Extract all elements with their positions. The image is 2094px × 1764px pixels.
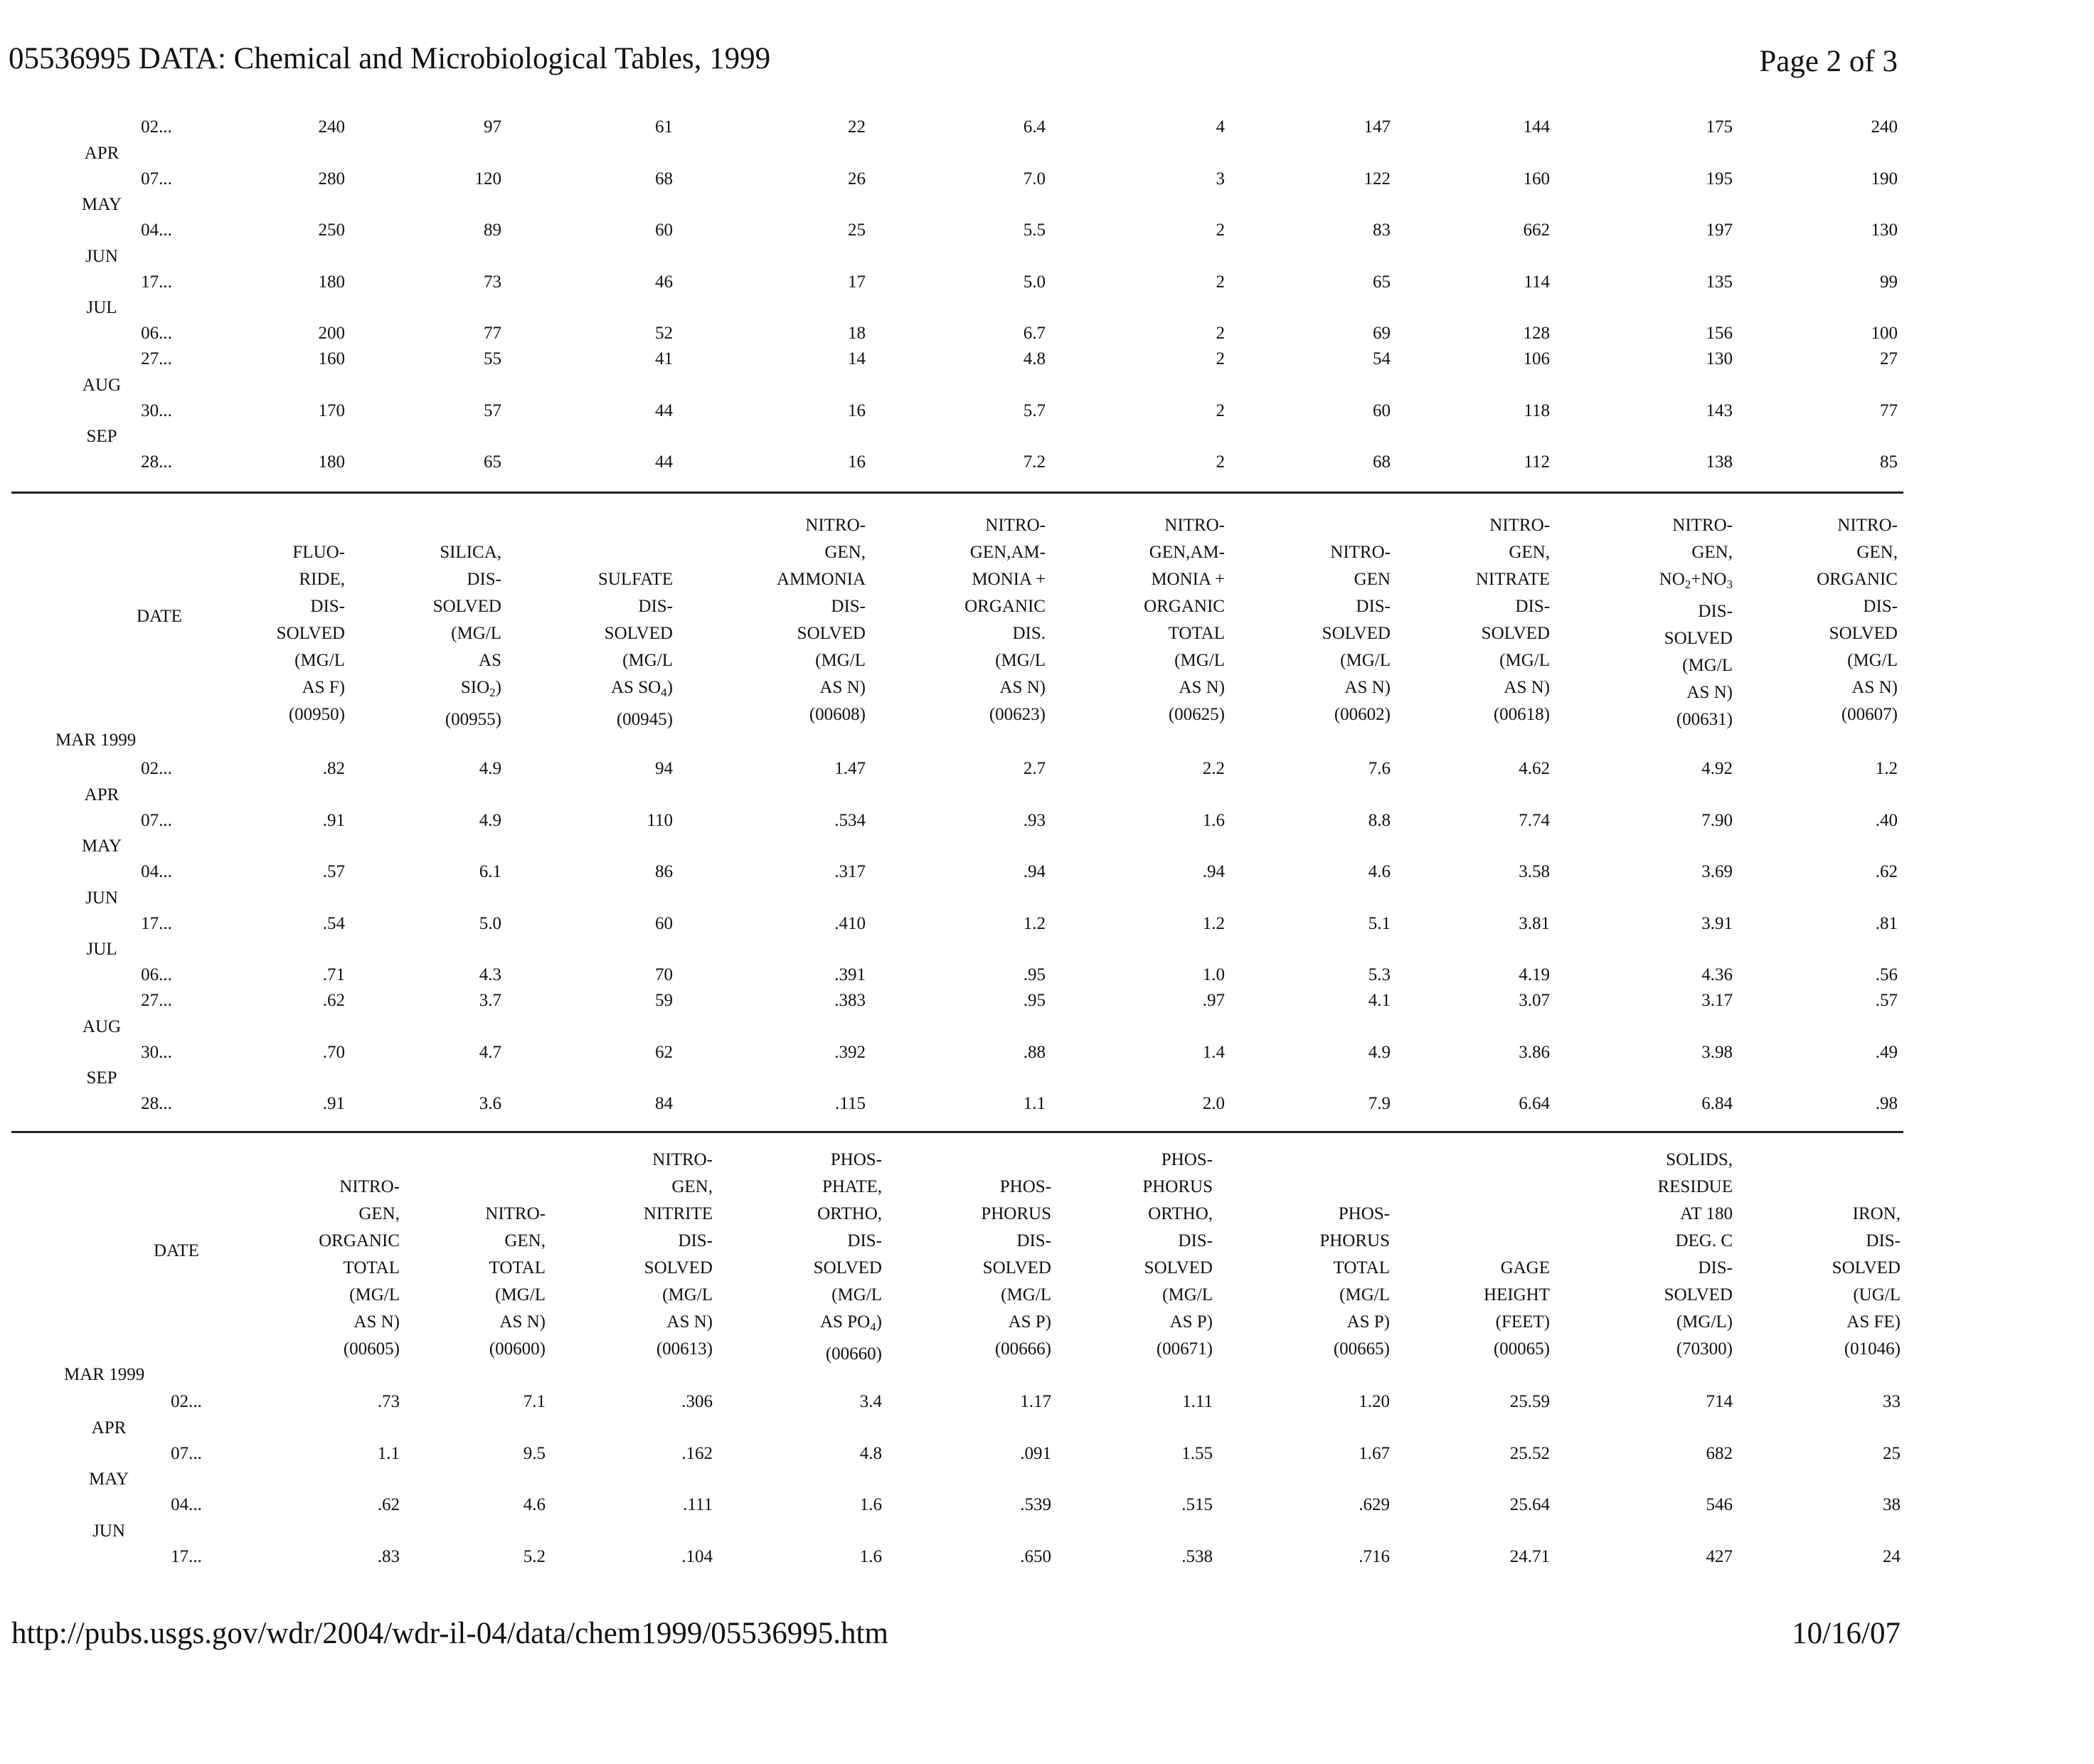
table-cell: .95 [1023, 965, 1046, 984]
table-cell: .62 [1875, 862, 1898, 881]
table-cell: .650 [1020, 1546, 1051, 1566]
table-cell: 143 [1706, 400, 1733, 420]
page-title: 05536995 DATA: Chemical and Microbiological Tables, 1999 [9, 42, 771, 75]
table-cell: 7.6 [1368, 759, 1391, 778]
table-cell: 94 [655, 759, 673, 778]
table-cell: 156 [1706, 324, 1733, 343]
column-header: PHOS- PHORUS TOTAL (MG/L AS P) (00665) [1319, 1204, 1390, 1359]
table-cell: .49 [1875, 1042, 1898, 1062]
table-cell: .391 [834, 965, 866, 984]
table-cell: 662 [1523, 220, 1550, 240]
month-label: APR [84, 785, 119, 804]
table-cell: 44 [655, 400, 673, 420]
table-cell: 1.1 [1023, 1094, 1046, 1113]
table-cell: 7.90 [1701, 810, 1733, 830]
table-cell: 4.9 [479, 810, 501, 830]
date-cell: 28... [141, 452, 172, 472]
table-cell: 175 [1706, 117, 1733, 137]
month-label: AUG [82, 1016, 122, 1036]
table-cell: 2 [1216, 272, 1225, 292]
column-header: NITRO- GEN,AM- MONIA + ORGANIC DIS. (MG/L AS N) (00623) [964, 516, 1046, 724]
table-cell: 4.8 [859, 1443, 882, 1463]
table-cell: 52 [655, 324, 673, 343]
table-cell: 61 [655, 117, 673, 137]
table-cell: 5.0 [479, 913, 501, 933]
table-cell: 41 [655, 349, 673, 368]
month-label: JUN [85, 246, 118, 266]
table-cell: 3.86 [1519, 1042, 1550, 1062]
table-cell: .383 [834, 991, 866, 1010]
table-cell: 16 [848, 452, 866, 472]
column-header: PHOS- PHORUS ORTHO, DIS- SOLVED (MG/L AS P) (00671) [1142, 1150, 1213, 1359]
table-cell: 70 [655, 965, 673, 984]
table-cell: 118 [1524, 400, 1550, 420]
table-cell: 546 [1706, 1495, 1733, 1514]
table-cell: 5.3 [1368, 965, 1391, 984]
table-cell: 4.3 [479, 965, 501, 984]
table-cell: 1.0 [1202, 965, 1225, 984]
table-cell: .515 [1181, 1495, 1213, 1514]
table-cell: .54 [322, 913, 345, 933]
table-cell: 7.74 [1519, 810, 1550, 830]
table-cell: 3.81 [1519, 913, 1550, 933]
table-cell: 89 [484, 220, 501, 240]
month-label: SEP [86, 1068, 117, 1088]
table-cell: 44 [655, 452, 673, 472]
column-header: SILICA, DIS- SOLVED (MG/L AS $SIO_2$) (00955) [432, 543, 501, 729]
table-cell: 3 [1216, 169, 1225, 188]
table-cell: 180 [318, 272, 345, 292]
column-header: NITRO- GEN DIS- SOLVED (MG/L AS N) (00602) [1322, 543, 1391, 724]
date-cell: 17... [171, 1546, 202, 1566]
table-cell: .317 [834, 862, 866, 881]
table-cell: 5.7 [1023, 400, 1046, 420]
table-cell: 54 [1373, 349, 1391, 368]
date-cell: 30... [141, 1042, 172, 1062]
table-cell: 122 [1364, 169, 1391, 188]
table-cell: 2.0 [1202, 1094, 1225, 1113]
table-cell: .81 [1875, 913, 1898, 933]
month-label: MAY [81, 195, 122, 214]
date-cell: 02... [141, 117, 172, 137]
date-cell: 17... [141, 272, 172, 292]
month-label: MAY [81, 836, 122, 856]
date-cell: 04... [141, 862, 172, 881]
table-cell: .410 [834, 913, 866, 933]
table-cell: 195 [1706, 169, 1733, 188]
table-cell: 1.67 [1359, 1443, 1390, 1463]
table-cell: .94 [1023, 862, 1046, 881]
column-header: SULFATE DIS- SOLVED (MG/L AS $SO_4$) (00945) [597, 570, 673, 729]
table-cell: 99 [1880, 272, 1898, 292]
table-cell: 16 [848, 400, 866, 420]
table-cell: 120 [474, 169, 501, 188]
table-cell: 2 [1216, 400, 1225, 420]
table-cell: 77 [1880, 400, 1898, 420]
table-cell: 1.47 [834, 759, 866, 778]
table-cell: 128 [1523, 324, 1550, 343]
table-cell: .91 [322, 810, 345, 830]
table-cell: 33 [1883, 1392, 1901, 1411]
table-cell: 8.8 [1368, 810, 1391, 830]
column-header: FLUO- RIDE, DIS- SOLVED (MG/L AS F) (00950) [276, 543, 345, 724]
table-cell: 1.1 [377, 1443, 400, 1463]
table-cell: 4.1 [1368, 991, 1391, 1010]
table-cell: 7.2 [1023, 452, 1046, 472]
table-cell: .115 [835, 1094, 866, 1113]
table-cell: .56 [1875, 965, 1898, 984]
table-cell: 73 [484, 272, 501, 292]
table-cell: 138 [1706, 452, 1733, 472]
table-cell: 682 [1706, 1443, 1733, 1463]
column-header: NITRO- GEN, ORGANIC DIS- SOLVED (MG/L AS N) (00607) [1817, 516, 1898, 724]
table-cell: 2 [1216, 452, 1225, 472]
column-header: PHOS- PHORUS DIS- SOLVED (MG/L AS P) (00666) [981, 1177, 1051, 1359]
column-header: SOLIDS, RESIDUE AT 180 DEG. C DIS- SOLVED (MG/L) (70300) [1657, 1150, 1733, 1359]
table-cell: 68 [1373, 452, 1391, 472]
date-header: DATE [154, 1241, 199, 1260]
table-cell: 1.2 [1875, 759, 1898, 778]
table-cell: 60 [655, 220, 673, 240]
table-cell: 1.17 [1020, 1392, 1051, 1411]
table-cell: 3.4 [859, 1392, 882, 1411]
table-cell: 3.17 [1701, 991, 1733, 1010]
date-header: DATE [137, 607, 182, 626]
table-cell: .62 [377, 1495, 400, 1514]
table-cell: 27 [1880, 349, 1898, 368]
date-cell: 06... [141, 965, 172, 984]
table-cell: 1.6 [1202, 810, 1225, 830]
table-cell: 38 [1883, 1495, 1901, 1514]
month-label: SEP [86, 427, 117, 446]
date-cell: 04... [171, 1495, 202, 1514]
table-cell: .91 [322, 1094, 345, 1113]
table-cell: .104 [681, 1546, 713, 1566]
table-cell: 3.6 [479, 1094, 501, 1113]
date-cell: 27... [141, 991, 172, 1010]
month-label: MAY [88, 1470, 129, 1489]
table-cell: .97 [1202, 991, 1225, 1010]
date-cell: 07... [141, 169, 172, 188]
table-cell: 4.19 [1519, 965, 1550, 984]
date-cell: 27... [141, 349, 172, 368]
table-cell: 3.07 [1519, 991, 1550, 1010]
table-cell: 17 [848, 272, 866, 292]
source-url: http://pubs.usgs.gov/wdr/2004/wdr-il-04/data/chem1999/05536995.htm [11, 1617, 888, 1650]
table-cell: .716 [1359, 1546, 1390, 1566]
table-cell: .62 [322, 991, 345, 1010]
table-cell: 5.2 [523, 1546, 546, 1566]
table-cell: 6.84 [1701, 1094, 1733, 1113]
table-cell: 59 [655, 991, 673, 1010]
table-cell: 83 [1373, 220, 1391, 240]
table-cell: 144 [1523, 117, 1550, 137]
date-cell: 30... [141, 400, 172, 420]
table-cell: .534 [834, 810, 866, 830]
table-cell: 200 [318, 324, 345, 343]
table-cell: 130 [1871, 220, 1898, 240]
table-cell: 77 [484, 324, 501, 343]
month-label: AUG [82, 375, 122, 395]
date-cell: 06... [141, 324, 172, 343]
table-cell: 57 [484, 400, 501, 420]
table-cell: 6.7 [1023, 324, 1046, 343]
table-cell: 6.64 [1519, 1094, 1550, 1113]
table-cell: 100 [1871, 324, 1898, 343]
table-cell: 46 [655, 272, 673, 292]
column-header: NITRO- GEN, $NO_2+NO_3$ DIS- SOLVED (MG/L AS N) (00631) [1659, 516, 1733, 729]
month-label: JUN [92, 1521, 125, 1541]
table-cell: 2 [1216, 349, 1225, 368]
table-cell: 1.2 [1202, 913, 1225, 933]
table-cell: 26 [848, 169, 866, 188]
table-cell: 4.6 [1368, 862, 1391, 881]
table-cell: .57 [322, 862, 345, 881]
table-cell: 4 [1216, 117, 1225, 137]
date-cell: 07... [171, 1443, 202, 1463]
table-cell: 250 [318, 220, 345, 240]
table-cell: 62 [655, 1042, 673, 1062]
table-cell: .111 [683, 1495, 713, 1514]
table-cell: .83 [377, 1546, 400, 1566]
table-cell: 3.7 [479, 991, 501, 1010]
table-cell: 60 [1373, 400, 1391, 420]
table-cell: 1.20 [1359, 1392, 1390, 1411]
table-cell: 25.64 [1509, 1495, 1550, 1514]
table-cell: .392 [834, 1042, 866, 1062]
table-cell: 130 [1706, 349, 1733, 368]
table-cell: 68 [655, 169, 673, 188]
table-cell: 14 [848, 349, 866, 368]
table-cell: 25.59 [1509, 1392, 1550, 1411]
table-cell: 112 [1524, 452, 1550, 472]
table-cell: 22 [848, 117, 866, 137]
table-cell: 114 [1524, 272, 1550, 292]
table-cell: 160 [1523, 169, 1550, 188]
table-cell: 280 [318, 169, 345, 188]
column-header: NITRO- GEN, TOTAL (MG/L AS N) (00600) [485, 1204, 546, 1359]
table-cell: 25 [1883, 1443, 1901, 1463]
table-cell: .162 [681, 1443, 713, 1463]
table-cell: 1.4 [1202, 1042, 1225, 1062]
table-cell: .538 [1181, 1546, 1213, 1566]
table-cell: 25 [848, 220, 866, 240]
year-label: MAR 1999 [55, 730, 137, 750]
table-cell: 427 [1706, 1546, 1733, 1566]
table-cell: .94 [1202, 862, 1225, 881]
table-cell: 147 [1364, 117, 1391, 137]
table-cell: 2.2 [1202, 759, 1225, 778]
table-cell: 97 [484, 117, 501, 137]
column-header: NITRO- GEN, ORGANIC TOTAL (MG/L AS N) (00605) [319, 1177, 400, 1359]
table-cell: 3.58 [1519, 862, 1550, 881]
table-cell: .88 [1023, 1042, 1046, 1062]
date-cell: 17... [141, 913, 172, 933]
table-cell: .306 [681, 1392, 713, 1411]
table-cell: 4.6 [523, 1495, 546, 1514]
table-cell: 197 [1706, 220, 1733, 240]
table-cell: 106 [1523, 349, 1550, 368]
year-label: MAR 1999 [64, 1365, 145, 1384]
table-cell: 4.9 [1368, 1042, 1391, 1062]
table-cell: 714 [1706, 1392, 1733, 1411]
table-cell: 1.6 [859, 1546, 882, 1566]
date-cell: 28... [141, 1094, 172, 1113]
month-label: JUL [86, 298, 117, 317]
table-cell: 24.71 [1509, 1546, 1550, 1566]
column-header: GAGE HEIGHT (FEET) (00065) [1483, 1258, 1550, 1359]
table-cell: 18 [848, 324, 866, 343]
table-cell: 2.7 [1023, 759, 1046, 778]
table-cell: 1.6 [859, 1495, 882, 1514]
table-cell: 4.8 [1023, 349, 1046, 368]
table-cell: 3.91 [1701, 913, 1733, 933]
section-divider [11, 492, 1903, 494]
table-cell: 85 [1880, 452, 1898, 472]
table-cell: 25.52 [1509, 1443, 1550, 1463]
table-cell: 65 [484, 452, 501, 472]
table-cell: 6.1 [479, 862, 501, 881]
table-cell: 135 [1706, 272, 1733, 292]
table-cell: 240 [318, 117, 345, 137]
table-cell: 7.9 [1368, 1094, 1391, 1113]
table-cell: .40 [1875, 810, 1898, 830]
table-cell: 5.0 [1023, 272, 1046, 292]
table-cell: 55 [484, 349, 501, 368]
table-cell: .539 [1020, 1495, 1051, 1514]
table-cell: 60 [655, 913, 673, 933]
table-cell: 180 [318, 452, 345, 472]
column-header: PHOS- PHATE, ORTHO, DIS- SOLVED (MG/L AS $PO_4$) (00660) [813, 1150, 882, 1364]
table-cell: .091 [1020, 1443, 1051, 1463]
table-cell: 3.69 [1701, 862, 1733, 881]
table-cell: 5.5 [1023, 220, 1046, 240]
table-cell: .71 [322, 965, 345, 984]
month-label: APR [84, 143, 119, 163]
column-header: NITRO- GEN,AM- MONIA + ORGANIC TOTAL (MG/L AS N) (00625) [1144, 516, 1225, 724]
table-cell: 9.5 [523, 1443, 546, 1463]
table-cell: 4.7 [479, 1042, 501, 1062]
table-cell: 1.11 [1182, 1392, 1213, 1411]
month-label: JUL [86, 940, 117, 959]
table-cell: 5.1 [1368, 913, 1391, 933]
table-cell: 1.2 [1023, 913, 1046, 933]
month-label: JUN [85, 888, 118, 908]
column-header: IRON, DIS- SOLVED (UG/L AS FE) (01046) [1832, 1204, 1901, 1359]
month-label: APR [91, 1418, 127, 1438]
table-cell: 7.1 [523, 1392, 546, 1411]
table-cell: 1.55 [1181, 1443, 1213, 1463]
table-cell: 2 [1216, 220, 1225, 240]
table-cell: 86 [655, 862, 673, 881]
table-cell: 7.0 [1023, 169, 1046, 188]
table-cell: 24 [1883, 1546, 1901, 1566]
table-cell: 4.92 [1701, 759, 1733, 778]
print-date: 10/16/07 [1792, 1617, 1901, 1650]
column-header: NITRO- GEN, NITRITE DIS- SOLVED (MG/L AS N) (00613) [643, 1150, 713, 1359]
column-header: NITRO- GEN, NITRATE DIS- SOLVED (MG/L AS N) (00618) [1475, 516, 1550, 724]
table-cell: 6.4 [1023, 117, 1046, 137]
table-cell: 4.36 [1701, 965, 1733, 984]
column-header: NITRO- GEN, AMMONIA DIS- SOLVED (MG/L AS N) (00608) [777, 516, 866, 724]
table-cell: 65 [1373, 272, 1391, 292]
section-divider [11, 1131, 1903, 1133]
table-cell: 190 [1871, 169, 1898, 188]
table-cell: 84 [655, 1094, 673, 1113]
page-number: Page 2 of 3 [1759, 45, 1898, 78]
table-cell: 170 [318, 400, 345, 420]
table-cell: 69 [1373, 324, 1391, 343]
table-cell: .57 [1875, 991, 1898, 1010]
table-cell: .98 [1875, 1094, 1898, 1113]
table-cell: 4.9 [479, 759, 501, 778]
table-cell: .95 [1023, 991, 1046, 1010]
table-cell: 4.62 [1519, 759, 1550, 778]
date-cell: 02... [171, 1392, 202, 1411]
table-cell: .70 [322, 1042, 345, 1062]
table-cell: 110 [647, 810, 673, 830]
table-cell: .82 [322, 759, 345, 778]
table-cell: .629 [1359, 1495, 1390, 1514]
table-cell: 3.98 [1701, 1042, 1733, 1062]
date-cell: 07... [141, 810, 172, 830]
table-cell: 2 [1216, 324, 1225, 343]
date-cell: 04... [141, 220, 172, 240]
table-cell: .73 [377, 1392, 400, 1411]
table-cell: 160 [318, 349, 345, 368]
table-cell: .93 [1023, 810, 1046, 830]
table-cell: 240 [1871, 117, 1898, 137]
date-cell: 02... [141, 759, 172, 778]
